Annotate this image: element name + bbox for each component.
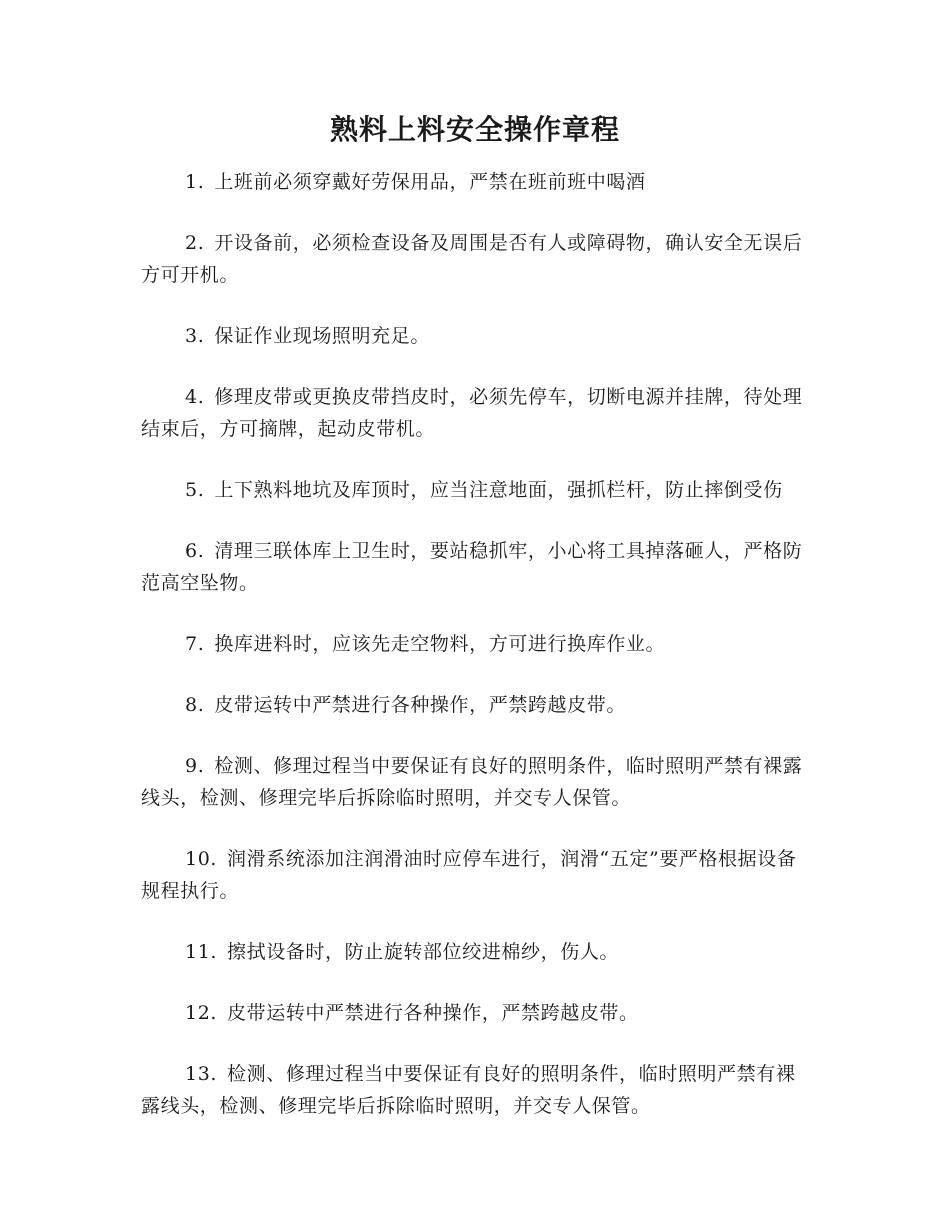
item-text: 清理三联体库上卫生时，要站稳抓牢，小心将工具掉落砸人，严格防范高空坠物。 [141, 540, 803, 594]
item-number: 4. [185, 386, 205, 408]
item-text: 皮带运转中严禁进行各种操作，严禁跨越皮带。 [227, 1002, 639, 1024]
list-item [141, 750, 806, 814]
document-title: 熟料上料安全操作章程 [329, 113, 620, 146]
list-item [141, 227, 806, 291]
item-number: 10. [185, 848, 218, 870]
item-text: 皮带运转中严禁进行各种操作，严禁跨越皮带。 [214, 694, 626, 716]
item-text: 换库进料时，应该先走空物料，方可进行换库作业。 [214, 633, 666, 655]
list-item [141, 535, 806, 599]
item-number: 7. [185, 633, 205, 655]
item-number: 1. [185, 171, 205, 193]
document-body [141, 166, 806, 1151]
list-item [141, 474, 806, 506]
item-number: 8. [185, 694, 205, 716]
item-text: 保证作业现场照明充足。 [214, 325, 430, 347]
item-text: 上班前必须穿戴好劳保用品，严禁在班前班中喝酒 [214, 171, 646, 193]
list-item [141, 1058, 806, 1122]
item-text: 开设备前，必须检查设备及周围是否有人或障碍物，确认安全无误后方可开机。 [141, 232, 803, 286]
item-number: 12. [185, 1002, 218, 1024]
list-item [141, 320, 806, 352]
item-number: 9. [185, 755, 205, 777]
item-text: 检测、修理过程当中要保证有良好的照明条件，临时照明严禁有裸露线头，检测、修理完毕后拆除临时照明，并交专人保管。 [141, 755, 803, 809]
list-item [141, 936, 806, 968]
list-item [141, 166, 806, 198]
item-text: 润滑系统添加注润滑油时应停车进行，润滑“五定”要严格根据设备规程执行。 [141, 848, 797, 902]
item-number: 2. [185, 232, 205, 254]
item-number: 6. [185, 540, 205, 562]
item-text: 上下熟料地坑及库顶时，应当注意地面，强抓栏杆，防止摔倒受伤 [214, 479, 783, 501]
item-number: 11. [185, 941, 218, 963]
item-number: 5. [185, 479, 205, 501]
item-text: 擦拭设备时，防止旋转部位绞进棉纱，伤人。 [227, 941, 620, 963]
item-number: 13. [185, 1063, 218, 1085]
item-number: 3. [185, 325, 205, 347]
list-item [141, 628, 806, 660]
list-item [141, 843, 806, 907]
item-text: 检测、修理过程当中要保证有良好的照明条件，临时照明严禁有裸露线头，检测、修理完毕后拆除临时照明，并交专人保管。 [141, 1063, 796, 1117]
list-item [141, 381, 806, 445]
item-text: 修理皮带或更换皮带挡皮时，必须先停车，切断电源并挂牌，待处理结束后，方可摘牌，起动皮带机。 [141, 386, 803, 440]
list-item [141, 997, 806, 1029]
list-item [141, 689, 806, 721]
